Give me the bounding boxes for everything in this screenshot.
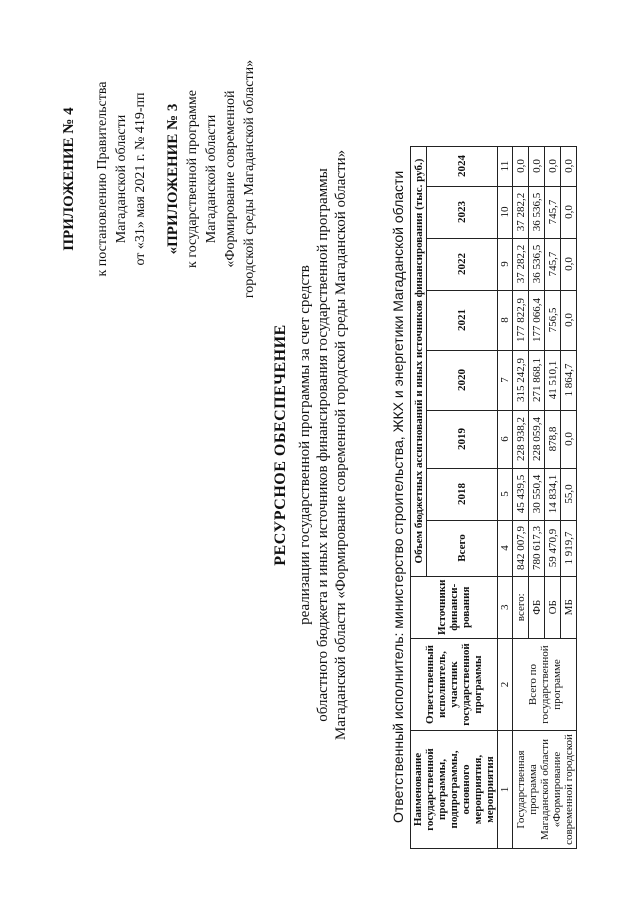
value-cell: 315 242,9 [513,350,529,410]
resource-table [410,146,577,849]
column-number: 6 [498,410,513,468]
appendix-sub-number: «ПРИЛОЖЕНИЕ № 3 [165,103,181,255]
header-year: 2020 [427,350,498,410]
program-name-cell: Государственная программа Магаданской области «Формирование современной городской [513,731,577,849]
appendix-line: к постановлению Правительства [95,81,110,277]
header-name: Наименование государственной программы, подпрограммы, основного мероприятия, мероприятия [411,731,498,849]
source-cell: ФБ [529,576,545,638]
header-responsible: Ответственный исполнитель, участник государственной программы [411,639,498,731]
appendix-block [60,34,259,324]
title-sub: областного бюджета и иных источников финансирования государственной программы [315,168,331,722]
table-row [513,146,529,848]
header-year: 2018 [427,468,498,520]
value-cell: 59 470,9 [545,520,561,576]
value-cell: 36 536,5 [529,238,545,290]
appendix-line: к государственной программе [185,90,200,268]
source-cell: ОБ [545,576,561,638]
header-year: 2021 [427,290,498,350]
value-cell: 745,7 [545,186,561,238]
value-cell: 878,8 [545,410,561,468]
value-cell: 228 059,4 [529,410,545,468]
column-number: 5 [498,468,513,520]
column-number: 9 [498,238,513,290]
value-cell: 0,0 [561,146,577,186]
value-cell: 0,0 [561,290,577,350]
appendix-line: городской среды Магаданской области» [242,59,257,299]
value-cell: 177 066,4 [529,290,545,350]
column-number: 7 [498,350,513,410]
value-cell: 1 864,7 [561,350,577,410]
source-cell: всего: [513,576,529,638]
appendix-line: «Формирование современной [223,90,238,268]
column-number: 2 [498,639,513,731]
value-cell: 0,0 [545,146,561,186]
value-cell: 0,0 [561,186,577,238]
column-number: 11 [498,146,513,186]
value-cell: 36 536,5 [529,186,545,238]
value-cell: 271 868,1 [529,350,545,410]
value-cell: 842 007,9 [513,520,529,576]
value-cell: 0,0 [529,146,545,186]
value-cell: 0,0 [561,238,577,290]
value-cell: 14 834,1 [545,468,561,520]
column-number: 3 [498,576,513,638]
value-cell: 1 919,7 [561,520,577,576]
appendix-line: Магаданской области [114,114,129,244]
value-cell: 37 282,2 [513,186,529,238]
value-cell: 0,0 [561,410,577,468]
header-year: Всего [427,520,498,576]
source-cell: МБ [561,576,577,638]
value-cell: 45 439,5 [513,468,529,520]
header-volume: Объем бюджетных ассигнований и иных источников финансирования (тыс. руб.) [411,146,427,576]
value-cell: 55,0 [561,468,577,520]
column-number: 10 [498,186,513,238]
column-number: 4 [498,520,513,576]
value-cell: 177 822,9 [513,290,529,350]
value-cell: 745,7 [545,238,561,290]
value-cell: 30 550,4 [529,468,545,520]
title-sub: реализации государственной программы за счет средств [297,265,313,625]
header-year: 2023 [427,186,498,238]
header-year: 2024 [427,146,498,186]
appendix-number: ПРИЛОЖЕНИЕ № 4 [61,107,77,251]
appendix-line: Магаданской области [204,114,219,244]
title-main: РЕСУРСНОЕ ОБЕСПЕЧЕНИЕ [272,324,289,566]
appendix-date: от «31» мая 2021 г. № 419-пп [133,92,148,266]
title-sub: Магаданской области «Формирование современной городской среды Магаданской области» [333,149,349,741]
value-cell: 756,5 [545,290,561,350]
program-responsible-cell: Всего по государственной программе [513,639,577,731]
value-cell: 37 282,2 [513,238,529,290]
header-year: 2022 [427,238,498,290]
header-sources: Источники финанси-рования [411,576,498,638]
column-number: 8 [498,290,513,350]
value-cell: 0,0 [513,146,529,186]
value-cell: 41 510,1 [545,350,561,410]
value-cell: 780 617,3 [529,520,545,576]
executor-line: Ответственный исполнитель: министерство строительства, ЖКХ и энергетики Магаданской области [390,170,406,823]
column-number: 1 [498,731,513,849]
header-year: 2019 [427,410,498,468]
value-cell: 228 938,2 [513,410,529,468]
document-title [272,25,350,865]
